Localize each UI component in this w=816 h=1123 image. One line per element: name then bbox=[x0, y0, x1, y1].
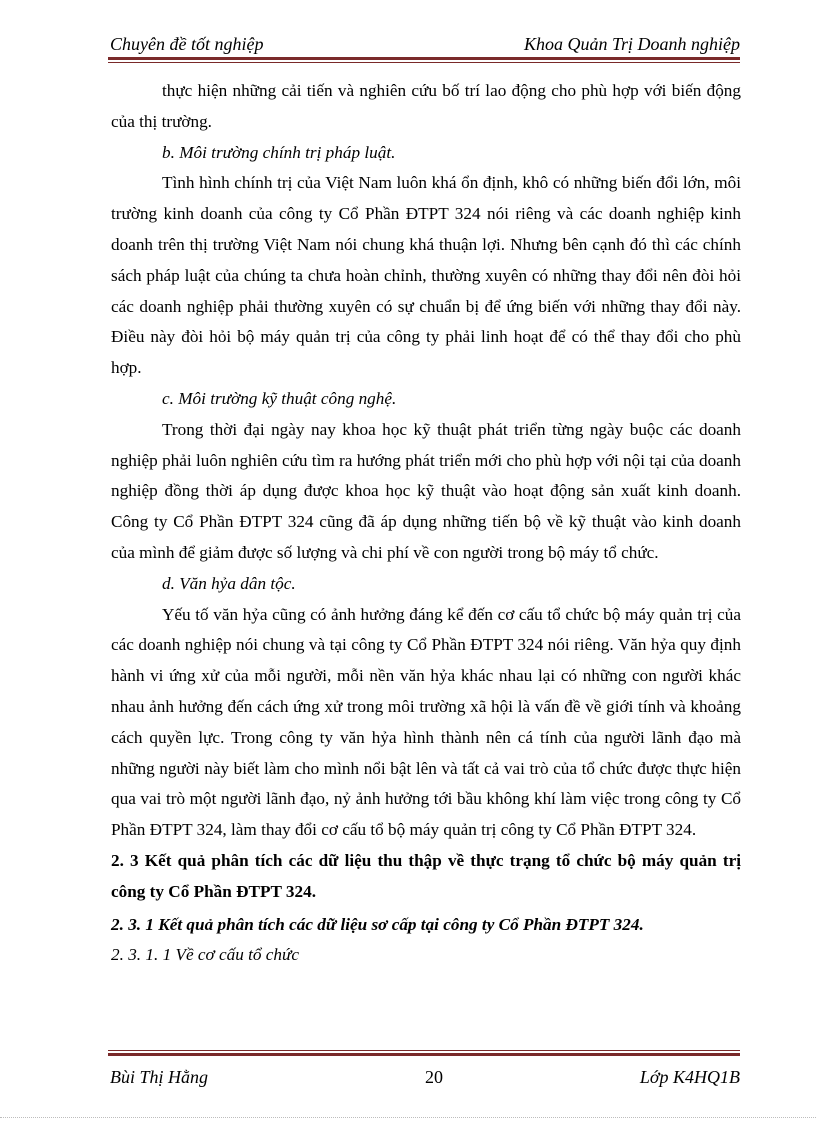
footer-class: Lớp K4HQ1B bbox=[639, 1067, 740, 1087]
page-number: 20 bbox=[425, 1067, 443, 1087]
paragraph-technology: Trong thời đại ngày nay khoa học kỹ thuật phát triển từng ngày buộc các doanh nghiệp phải luôn nghiên cứu tìm ra hướng phát triển mới cho phù hợp với nội tại của doanh nghiệp đồng thời áp dụng được khoa học kỹ thuật vào hoạt động sản xuất kinh doanh. Công ty Cổ Phần ĐTPT 324 cũng đã áp dụng những tiến bộ về kỹ thuật vào kinh doanh của mình để giảm được số lượng và chi phí về con người trong bộ máy tổ chức. bbox=[111, 419, 741, 562]
header-faculty: Khoa Quản Trị Doanh nghiệp bbox=[523, 34, 740, 54]
paragraph-political-legal: Tình hình chính trị của Việt Nam luôn khá ổn định, khô có những biến đổi lớn, môi trường kinh doanh của công ty Cổ Phần ĐTPT 324 nói riêng và các doanh nghiệp kinh doanh trên thị trường Việt Nam nói chung khá thuận lợi. Nhưng bên cạnh đó thì các chính sách pháp luật của chúng ta chưa hoàn chỉnh, thường xuyên có những thay đổi nên đòi hỏi các doanh nghiệp phải thường xuyên có sự chuẩn bị để ứng biến với những thay đổi này. Điều này đòi hỏi bộ máy quản trị của công ty phải linh hoạt để có thể thay đổi cho phù hợp. bbox=[111, 173, 741, 378]
section-heading-2-3-1: 2. 3. 1 Kết quả phân tích các dữ liệu sơ cấp tại công ty Cổ Phần ĐTPT 324. bbox=[111, 914, 644, 934]
page-body bbox=[111, 76, 741, 971]
page-edge-divider bbox=[0, 1117, 816, 1118]
section-heading-2-3-1-1: 2. 3. 1. 1 Về cơ cấu tổ chức bbox=[111, 945, 299, 965]
page-header bbox=[110, 30, 740, 58]
paragraph-culture: Yếu tố văn hỷa cũng có ảnh hưởng đáng kể đến cơ cấu tổ chức bộ máy quản trị của các doanh nghiệp nói chung và tại công ty Cổ Phần ĐTPT 324 nói riêng. Văn hỷa quy định hành vi ứng xử của mỗi người, mỗi nền văn hỷa khác nhau lại có những con người khác nhau ảnh hưởng đến cách ứng xử trong môi trường xã hội là vấn đề về giới tính và khoảng cách quyền lực. Trong công ty văn hỷa hình thành nên cá tính của người lãnh đạo mà những người này biết làm cho mình nổi bật lên và tất cả vai trò của tổ chức được thực hiện qua vai trò một người lãnh đạo, nỷ ảnh hưởng tới bầu không khí làm việc trong công ty Cổ Phần ĐTPT 324, làm thay đổi cơ cấu tổ bộ máy quản trị công ty Cổ Phần ĐTPT 324. bbox=[111, 604, 741, 840]
header-document-type: Chuyên đề tốt nghiệp bbox=[110, 34, 264, 54]
section-heading-2-3: 2. 3 Kết quả phân tích các dữ liệu thu thập về thực trạng tổ chức bộ máy quản trị công ty Cổ Phần ĐTPT 324. bbox=[111, 850, 741, 901]
subheading-political-legal: b. Môi trường chính trị pháp luật. bbox=[162, 142, 396, 162]
paragraph-continuation: thực hiện những cải tiến và nghiên cứu bố trí lao động cho phù hợp với biến động của thị trường. bbox=[111, 81, 741, 131]
page-footer bbox=[110, 1064, 740, 1090]
subheading-technology: c. Môi trường kỹ thuật công nghệ. bbox=[162, 388, 397, 408]
subheading-culture: d. Văn hỷa dân tộc. bbox=[162, 573, 296, 593]
footer-author: Bùi Thị Hằng bbox=[110, 1067, 209, 1087]
footer-rule bbox=[108, 1050, 740, 1056]
